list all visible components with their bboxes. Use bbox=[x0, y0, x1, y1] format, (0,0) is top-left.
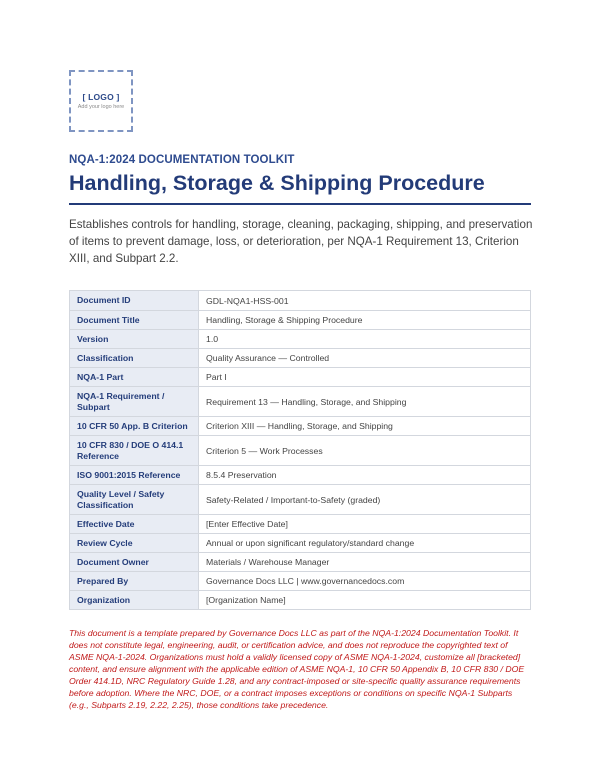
row-label: Classification bbox=[70, 349, 199, 368]
row-label: Prepared By bbox=[70, 572, 199, 591]
table-row bbox=[70, 572, 531, 591]
intro-paragraph: Establishes controls for handling, storage, cleaning, packaging, shipping, and preservation of items to prevent damage, loss, or deterioration, per NQA-1 Requirement 13, Criterion XIII, and Subpart 2.2. bbox=[69, 218, 533, 265]
row-label: Document ID bbox=[70, 291, 199, 311]
row-value: GDL-NQA1-HSS-001 bbox=[199, 291, 531, 311]
row-label: Effective Date bbox=[70, 515, 199, 534]
row-value: Annual or upon significant regulatory/standard change bbox=[199, 534, 531, 553]
logo-subtitle: Add your logo here bbox=[77, 104, 125, 110]
row-label: Document Title bbox=[70, 311, 199, 330]
table-row bbox=[70, 436, 531, 466]
table-row bbox=[70, 368, 531, 387]
document-metadata-table bbox=[69, 290, 531, 610]
row-value: 1.0 bbox=[199, 330, 531, 349]
row-value: Materials / Warehouse Manager bbox=[199, 553, 531, 572]
row-label: 10 CFR 50 App. B Criterion bbox=[70, 417, 199, 436]
toolkit-label: NQA-1:2024 DOCUMENTATION TOOLKIT bbox=[69, 154, 295, 166]
page-title: Handling, Storage & Shipping Procedure bbox=[69, 171, 531, 205]
row-label: 10 CFR 830 / DOE O 414.1 Reference bbox=[70, 436, 199, 466]
table-row bbox=[70, 417, 531, 436]
row-value: Criterion 5 — Work Processes bbox=[199, 436, 531, 466]
table-row bbox=[70, 591, 531, 610]
row-label: NQA-1 Requirement / Subpart bbox=[70, 387, 199, 417]
row-label: Quality Level / Safety Classification bbox=[70, 485, 199, 515]
table-row bbox=[70, 311, 531, 330]
row-label: Organization bbox=[70, 591, 199, 610]
table-row bbox=[70, 291, 531, 311]
table-row bbox=[70, 485, 531, 515]
row-value: 8.5.4 Preservation bbox=[199, 466, 531, 485]
row-label: NQA-1 Part bbox=[70, 368, 199, 387]
table-row bbox=[70, 387, 531, 417]
disclaimer-text: This document is a template prepared by Governance Docs LLC as part of the NQA-1:2024 Documentation Toolkit. It does not constitute legal, engineering, audit, or certification advice, and does not reproduce the copyrighted text of ASME NQA-1-2024. Organizations must hold a validly licensed copy of ASME NQA-1-2024, customize all [bracketed] content, and ensure alignment with the applicable edition of ASME NQA-1, 10 CFR 50 Appendix B, 10 CFR 830 / DOE Order 414.1D, NRC Regulatory Guide 1.28, and any contract-imposed or site-specific quality assurance requirements before adoption. Where the NRC, DOE, or a contract imposes exceptions or conditions on specific NQA-1 Subparts (e.g., Subparts 2.19, 2.22, 2.25), those conditions take precedence. bbox=[69, 628, 525, 710]
row-value: Handling, Storage & Shipping Procedure bbox=[199, 311, 531, 330]
table-row bbox=[70, 466, 531, 485]
row-value: [Organization Name] bbox=[199, 591, 531, 610]
row-value: Governance Docs LLC | www.governancedocs.com bbox=[199, 572, 531, 591]
row-label: Version bbox=[70, 330, 199, 349]
logo-placeholder bbox=[69, 70, 133, 132]
row-label: ISO 9001:2015 Reference bbox=[70, 466, 199, 485]
table-row bbox=[70, 553, 531, 572]
table-row bbox=[70, 515, 531, 534]
table-row bbox=[70, 349, 531, 368]
table-row bbox=[70, 330, 531, 349]
row-label: Document Owner bbox=[70, 553, 199, 572]
table-row bbox=[70, 534, 531, 553]
row-value: Quality Assurance — Controlled bbox=[199, 349, 531, 368]
row-value: [Enter Effective Date] bbox=[199, 515, 531, 534]
row-value: Criterion XIII — Handling, Storage, and Shipping bbox=[199, 417, 531, 436]
row-label: Review Cycle bbox=[70, 534, 199, 553]
logo-title: [ LOGO ] bbox=[82, 92, 120, 102]
row-value: Safety-Related / Important-to-Safety (graded) bbox=[199, 485, 531, 515]
row-value: Part I bbox=[199, 368, 531, 387]
row-value: Requirement 13 — Handling, Storage, and Shipping bbox=[199, 387, 531, 417]
